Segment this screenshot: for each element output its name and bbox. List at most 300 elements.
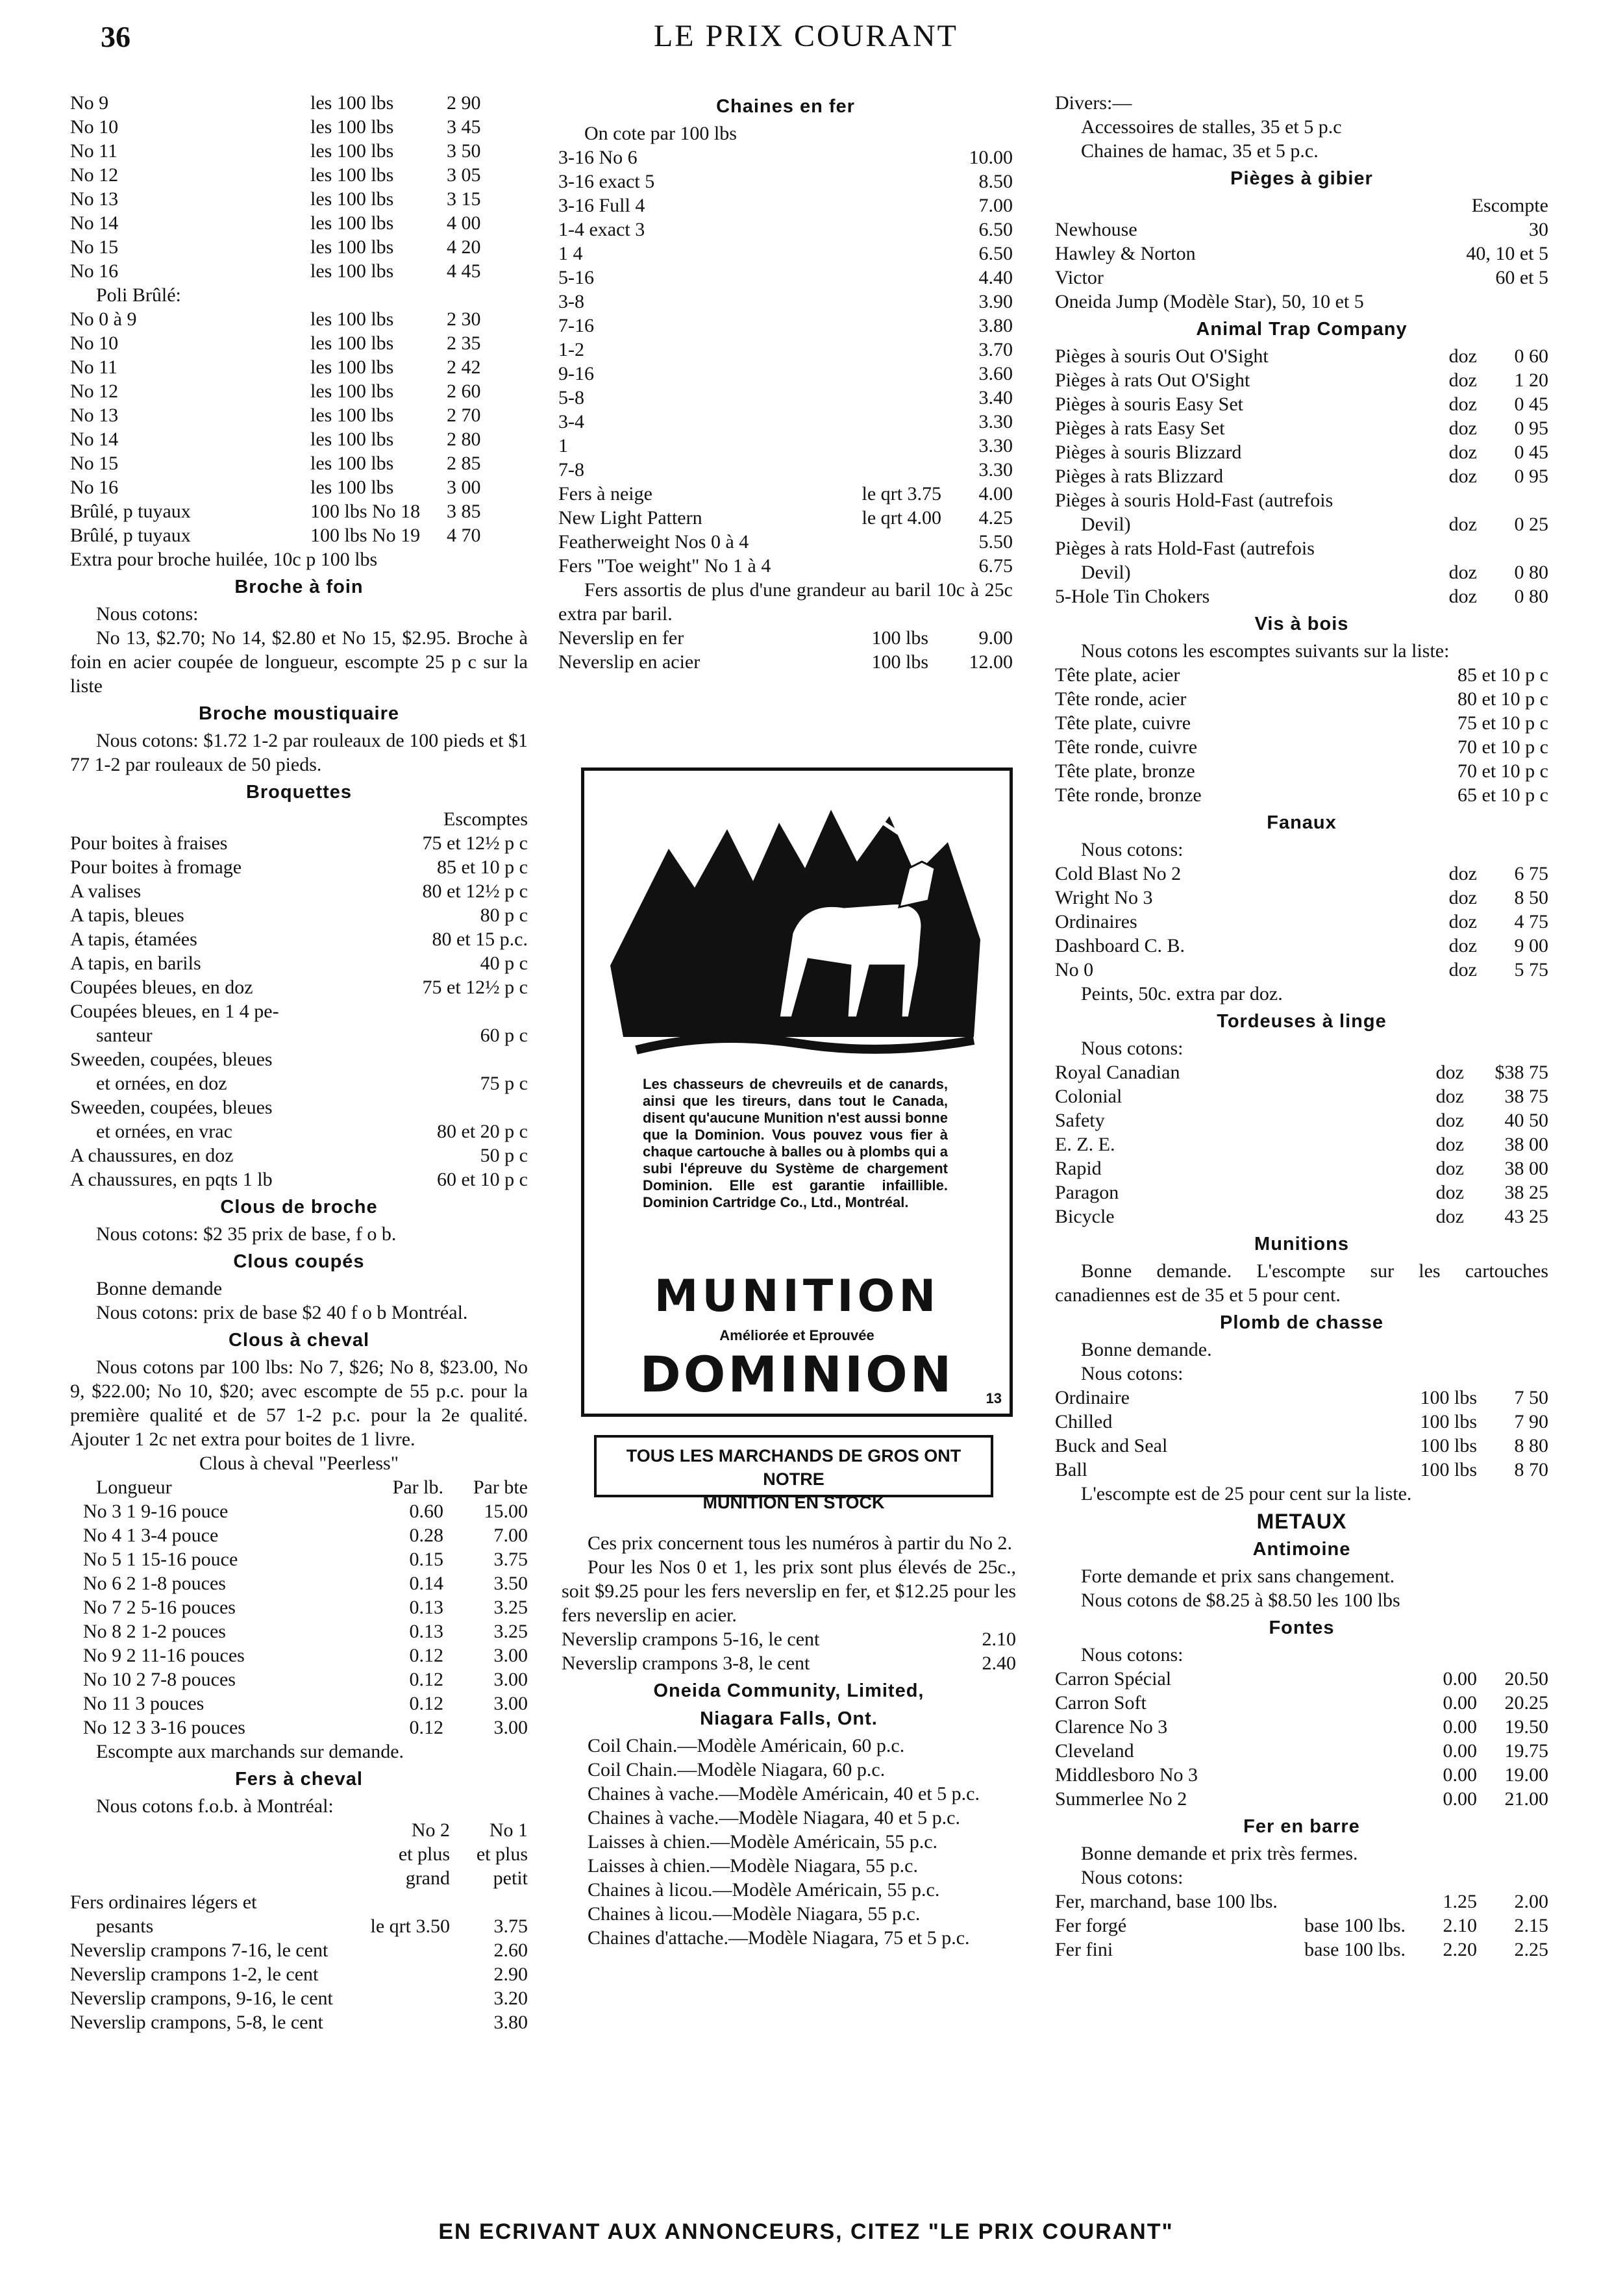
- row-label: 7-8: [558, 459, 584, 480]
- row-unit: 100 lbs: [871, 651, 928, 673]
- row-value: 80 et 20 p c: [437, 1121, 528, 1142]
- row-label: A tapis, bleues: [70, 905, 184, 926]
- broquette-row: [70, 975, 528, 999]
- row-unit: 100 lbs: [1420, 1387, 1477, 1408]
- row-label: Neverslip crampons 7-16, le cent: [70, 1940, 329, 1961]
- row-par-bte: 7.00: [493, 1525, 528, 1546]
- row-value: 4.00: [978, 483, 1013, 505]
- row-unit: les 100 lbs: [310, 429, 394, 450]
- row-unit: les 100 lbs: [310, 212, 394, 234]
- row-label: Ordinaire: [1055, 1387, 1130, 1408]
- row-value: 2 80: [447, 429, 481, 450]
- row-par-bte: 3.00: [493, 1645, 528, 1666]
- row-unit: le qrt 3.75: [862, 483, 941, 505]
- clous-coupes-demand: Bonne demande: [96, 1278, 223, 1299]
- row-value: 2 60: [447, 381, 481, 402]
- row-unit: doz: [1435, 1182, 1464, 1203]
- row-value: 3.80: [978, 315, 1013, 336]
- broquette-pesanteur-1: Coupées bleues, en 1 4 pe-: [70, 1001, 279, 1022]
- animal-trap-row: [1055, 560, 1548, 584]
- vis-row: [1055, 759, 1548, 783]
- row-value: 75 et 12½ p c: [422, 977, 528, 998]
- row-value: 4.40: [978, 267, 1013, 288]
- row-label: pesants: [96, 1915, 154, 1937]
- row-label: No 14: [70, 212, 119, 234]
- row-value: 4.25: [978, 507, 1013, 529]
- heading-fanaux: Fanaux: [1267, 812, 1337, 833]
- oneida-item: Coil Chain.—Modèle Niagara, 60 p.c.: [588, 1759, 886, 1780]
- animal-trap-row: [1055, 368, 1548, 392]
- plomb-row: [1055, 1434, 1548, 1458]
- heading-broche-foin: Broche à foin: [234, 577, 364, 597]
- moustiquaire-text: Nous cotons: $1.72 1-2 par rouleaux de 100 pieds et $1 77 1-2 par rouleaux de 50 pieds.: [70, 730, 528, 775]
- row-value: 80 et 15 p.c.: [432, 929, 528, 950]
- row-label: Carron Spécial: [1055, 1668, 1172, 1690]
- row-label: Neverslip crampons, 9-16, le cent: [70, 1988, 333, 2009]
- clous-broche-text: Nous cotons: $2 35 prix de base, f o b.: [96, 1223, 397, 1245]
- row-value: 3.30: [978, 411, 1013, 432]
- row-value: 65 et 10 p c: [1457, 784, 1548, 806]
- row-value-1: 2.20: [1443, 1939, 1477, 1960]
- row-value: 50 p c: [480, 1145, 528, 1166]
- row-label: Fer fini: [1055, 1939, 1113, 1960]
- heading-clous-coupes: Clous coupés: [233, 1251, 365, 1272]
- header-par-bte: Par bte: [473, 1477, 528, 1498]
- row-label: Tête plate, acier: [1055, 664, 1180, 686]
- row-value: 75 et 10 p c: [1457, 712, 1548, 734]
- chaine-row: [558, 193, 1013, 218]
- broquette-row: [70, 879, 528, 903]
- row-label: No 6 2 1-8 pouces: [83, 1573, 226, 1594]
- row-value-2: 2.00: [1514, 1891, 1548, 1912]
- oneida-item: Laisses à chien.—Modèle Niagara, 55 p.c.: [588, 1855, 918, 1877]
- row-par-lb: 0.12: [409, 1669, 443, 1690]
- row-value: 5 75: [1514, 959, 1548, 980]
- row-label: No 10: [70, 116, 119, 138]
- row-value-1: 0.00: [1443, 1788, 1477, 1810]
- vis-row: [1055, 687, 1548, 711]
- header-no1: No 1: [489, 1819, 528, 1841]
- row-label: Pour boites à fraises: [70, 832, 228, 854]
- row-unit: doz: [1448, 586, 1477, 607]
- row-label: Coupées bleues, en doz: [70, 977, 253, 998]
- row-value: 2 90: [447, 92, 481, 114]
- row-unit: les 100 lbs: [310, 477, 394, 498]
- row-value: 8.50: [978, 171, 1013, 192]
- peerless-row: [70, 1667, 528, 1691]
- row-label: Pièges à rats Out O'Sight: [1055, 369, 1250, 391]
- heading-antimoine: Antimoine: [1252, 1539, 1351, 1560]
- row-unit: base 100 lbs.: [1304, 1939, 1406, 1960]
- row-value: 38 00: [1504, 1158, 1548, 1179]
- row-label: Neverslip crampons 1-2, le cent: [70, 1964, 319, 1985]
- row-value-2: 19.50: [1504, 1716, 1548, 1738]
- row-par-lb: 0.28: [409, 1525, 443, 1546]
- heading-oneida: Oneida Community, Limited,: [653, 1680, 924, 1701]
- tordeuses-intro: Nous cotons:: [1081, 1038, 1184, 1059]
- row-value: 0 45: [1514, 442, 1548, 463]
- row-unit: doz: [1435, 1158, 1464, 1179]
- row-unit: les 100 lbs: [310, 260, 394, 282]
- vis-row: [1055, 663, 1548, 687]
- row-label: No 11: [70, 356, 118, 378]
- row-label: Victor: [1055, 267, 1104, 288]
- row-label: 3-4: [558, 411, 584, 432]
- row-label: Neverslip crampons 3-8, le cent: [562, 1653, 810, 1674]
- broquette-row: [70, 1167, 528, 1192]
- row-label: Pièges à rats Easy Set: [1055, 418, 1225, 439]
- spacer: [70, 1842, 372, 1866]
- row-value: 60 et 5: [1495, 267, 1548, 288]
- row-unit: [812, 530, 941, 554]
- row-label: No 13: [70, 405, 119, 426]
- escomptes-label: Escomptes: [443, 808, 528, 830]
- row-value: 2.40: [982, 1653, 1016, 1674]
- row-label: Clarence No 3: [1055, 1716, 1168, 1738]
- prix-note-1: Ces prix concernent tous les numéros à partir du No 2.: [588, 1532, 1013, 1554]
- broquette-row: [70, 1119, 528, 1143]
- row-label: New Light Pattern: [558, 507, 702, 529]
- row-unit: doz: [1435, 1110, 1464, 1131]
- row-value-1: 1.25: [1443, 1891, 1477, 1912]
- price-row: [70, 139, 528, 163]
- fonte-row: [1055, 1691, 1548, 1715]
- fanal-row: [1055, 910, 1548, 934]
- row-value: 9 00: [1514, 935, 1548, 956]
- row-value: 85 et 10 p c: [1457, 664, 1548, 686]
- row-par-lb: 0.13: [409, 1597, 443, 1618]
- row-value: 40 50: [1504, 1110, 1548, 1131]
- heading-plomb-chasse: Plomb de chasse: [1220, 1312, 1383, 1333]
- row-value: 30: [1529, 219, 1548, 240]
- chaine-row: [558, 266, 1013, 290]
- row-label: 5-16: [558, 267, 594, 288]
- row-unit: les 100 lbs: [310, 405, 394, 426]
- price-row: [70, 523, 528, 547]
- row-label: No 11 3 pouces: [83, 1693, 205, 1714]
- row-label: Neverslip en fer: [558, 627, 684, 649]
- animal-trap-row: [1055, 464, 1548, 488]
- row-value: 70 et 10 p c: [1457, 760, 1548, 782]
- broquette-row: [70, 855, 528, 879]
- vis-row: [1055, 783, 1548, 807]
- row-unit: doz: [1448, 959, 1477, 980]
- row-label: Devil): [1081, 514, 1131, 535]
- row-unit: doz: [1448, 562, 1477, 583]
- peerless-row: [70, 1643, 528, 1667]
- chaine-row: [558, 434, 1013, 458]
- neverslip-row: [70, 1962, 528, 1986]
- oneida-item: Chaines d'attache.—Modèle Niagara, 75 et 5 p.c.: [588, 1927, 970, 1949]
- row-value-1: 0.00: [1443, 1692, 1477, 1714]
- row-value-2: 20.25: [1504, 1692, 1548, 1714]
- row-value: 4 75: [1514, 911, 1548, 932]
- row-label: A valises: [70, 880, 142, 902]
- broquette-row: [70, 1023, 528, 1047]
- fers-header-row: [70, 1866, 528, 1890]
- row-value: 0 80: [1514, 586, 1548, 607]
- row-unit: 100 lbs: [1420, 1411, 1477, 1432]
- row-value: 3.20: [493, 1988, 528, 2009]
- broquette-row: [70, 951, 528, 975]
- row-par-lb: 0.15: [409, 1549, 443, 1570]
- fonte-row: [1055, 1763, 1548, 1787]
- broquette-row: [70, 831, 528, 855]
- row-label: No 4 1 3-4 pouce: [83, 1525, 219, 1546]
- row-value: 3.90: [978, 291, 1013, 312]
- row-label: Bicycle: [1055, 1206, 1115, 1227]
- row-unit: 100 lbs: [1420, 1459, 1477, 1480]
- plomb-demand: Bonne demande.: [1081, 1339, 1212, 1360]
- broche-foin-text: No 13, $2.70; No 14, $2.80 et No 15, $2.95. Broche à foin en acier coupée de longueur, escompte 25 p c sur la liste: [70, 627, 528, 697]
- fanaux-intro: Nous cotons:: [1081, 839, 1184, 860]
- row-value: 40 p c: [480, 953, 528, 974]
- fonte-row: [1055, 1715, 1548, 1739]
- row-value: 2.60: [493, 1940, 528, 1961]
- fanal-row: [1055, 958, 1548, 982]
- fanal-row: [1055, 886, 1548, 910]
- plomb-row: [1055, 1386, 1548, 1410]
- chaine-row: [558, 410, 1013, 434]
- row-value: 7 90: [1514, 1411, 1548, 1432]
- fanal-row: [1055, 934, 1548, 958]
- row-value: 6.50: [978, 243, 1013, 264]
- row-label: No 15: [70, 453, 119, 474]
- row-label: Tête ronde, bronze: [1055, 784, 1202, 806]
- oneida-item: Coil Chain.—Modèle Américain, 60 p.c.: [588, 1735, 905, 1756]
- row-unit: doz: [1448, 393, 1477, 415]
- row-value: 3 15: [447, 188, 481, 210]
- row-label: Fers à neige: [558, 483, 652, 505]
- row-value: 3.30: [978, 459, 1013, 480]
- row-value-1: 0.00: [1443, 1764, 1477, 1786]
- row-label: Cleveland: [1055, 1740, 1134, 1762]
- row-value: 12.00: [969, 651, 1013, 673]
- row-label: No 0: [1055, 959, 1094, 980]
- row-value: 3.30: [978, 435, 1013, 456]
- header-no2: et plus: [398, 1843, 450, 1865]
- price-row: [70, 331, 528, 355]
- row-label: No 12: [70, 164, 119, 186]
- fers-row: [70, 1914, 528, 1938]
- row-value-1: 0.00: [1443, 1668, 1477, 1690]
- column-2-lower: [562, 1531, 1016, 1950]
- row-value: 0 60: [1514, 345, 1548, 367]
- chaine-row: [558, 338, 1013, 362]
- row-value-no2: le qrt 3.50: [370, 1915, 450, 1937]
- row-value: 60 p c: [480, 1025, 528, 1046]
- crampon-row: [562, 1627, 1016, 1651]
- row-label: 3-8: [558, 291, 584, 312]
- heading-fontes: Fontes: [1269, 1617, 1335, 1638]
- heading-broquettes: Broquettes: [245, 782, 353, 803]
- row-par-lb: 0.13: [409, 1621, 443, 1642]
- row-par-bte: 3.00: [493, 1669, 528, 1690]
- column-1: [70, 91, 528, 2034]
- row-value: [1419, 290, 1548, 314]
- row-label: No 7 2 5-16 pouces: [83, 1597, 236, 1618]
- row-label: No 9 2 11-16 pouces: [83, 1645, 245, 1666]
- row-label: Oneida Jump (Modèle Star), 50, 10 et 5: [1055, 291, 1364, 312]
- heading-clous-cheval: Clous à cheval: [228, 1330, 370, 1351]
- row-label: Summerlee No 2: [1055, 1788, 1187, 1810]
- price-row: [70, 499, 528, 523]
- oneida-item: Laisses à chien.—Modèle Américain, 55 p.c.: [588, 1831, 938, 1853]
- chaines-intro: On cote par 100 lbs: [584, 123, 737, 144]
- plomb-row: [1055, 1458, 1548, 1482]
- fonte-row: [1055, 1787, 1548, 1811]
- plomb-escompte: L'escompte est de 25 pour cent sur la liste.: [1081, 1483, 1412, 1504]
- row-label: Pièges à souris Out O'Sight: [1055, 345, 1269, 367]
- row-unit: doz: [1448, 514, 1477, 535]
- row-unit: les 100 lbs: [310, 116, 394, 138]
- row-label: Tête ronde, acier: [1055, 688, 1187, 710]
- row-label: No 0 à 9: [70, 308, 137, 330]
- price-row: [70, 403, 528, 427]
- row-unit: doz: [1448, 418, 1477, 439]
- row-value: 60 et 10 p c: [437, 1169, 528, 1190]
- row-value: 3 45: [447, 116, 481, 138]
- row-value: 0 45: [1514, 393, 1548, 415]
- row-value: 2 70: [447, 405, 481, 426]
- ad-subtitle: Améliorée et Eprouvée: [719, 1327, 874, 1343]
- antimoine-price: Nous cotons de $8.25 à $8.50 les 100 lbs: [1081, 1590, 1400, 1611]
- row-label: Neverslip en acier: [558, 651, 701, 673]
- row-label: Neverslip crampons 5-16, le cent: [562, 1628, 820, 1650]
- animal-trap-row: [1055, 512, 1548, 536]
- row-label: A tapis, étamées: [70, 929, 197, 950]
- row-unit: les 100 lbs: [310, 453, 394, 474]
- divers-item: Chaines de hamac, 35 et 5 p.c.: [1081, 140, 1319, 162]
- tordeuse-row: [1055, 1132, 1548, 1156]
- row-unit: doz: [1435, 1134, 1464, 1155]
- tordeuse-row: [1055, 1108, 1548, 1132]
- heading-chaines-fer: Chaines en fer: [716, 96, 855, 117]
- row-value: 7 50: [1514, 1387, 1548, 1408]
- neverslip-row: [558, 650, 1013, 674]
- animal-trap-row: [1055, 440, 1548, 464]
- fers-neige-row: [558, 482, 1013, 506]
- price-row: [70, 211, 528, 235]
- row-label: No 5 1 15-16 pouce: [83, 1549, 238, 1570]
- row-unit: 100 lbs: [1420, 1435, 1477, 1456]
- row-unit: 100 lbs No 19: [310, 525, 421, 546]
- row-label: Chilled: [1055, 1411, 1113, 1432]
- header-no2: No 2: [411, 1819, 450, 1841]
- heading-tordeuses: Tordeuses à linge: [1217, 1011, 1387, 1032]
- row-value-2: 21.00: [1504, 1788, 1548, 1810]
- piege-row: [1055, 266, 1548, 290]
- row-label: E. Z. E.: [1055, 1134, 1115, 1155]
- peerless-row: [70, 1619, 528, 1643]
- row-label: No 12: [70, 381, 119, 402]
- row-label: et ornées, en vrac: [96, 1121, 232, 1142]
- row-par-bte: 3.25: [493, 1621, 528, 1642]
- stock-notice-line-2: MUNITION EN STOCK: [702, 1493, 885, 1512]
- fer-barre-row: [1055, 1938, 1548, 1962]
- broquette-sweeden-2: Sweeden, coupées, bleues: [70, 1097, 273, 1118]
- piege-row: [1055, 242, 1548, 266]
- row-label: et ornées, en doz: [96, 1073, 227, 1094]
- row-label: 5-Hole Tin Chokers: [1055, 586, 1210, 607]
- row-par-bte: 3.00: [493, 1717, 528, 1738]
- row-value-2: 2.25: [1514, 1939, 1548, 1960]
- vis-row: [1055, 711, 1548, 735]
- row-label: Newhouse: [1055, 219, 1137, 240]
- heading-fers-cheval: Fers à cheval: [235, 1769, 363, 1790]
- row-value-no1: 3.75: [493, 1915, 528, 1937]
- neverslip-row: [70, 1986, 528, 2010]
- row-label: Fer, marchand, base 100 lbs.: [1055, 1891, 1278, 1912]
- heading-niagara: Niagara Falls, Ont.: [700, 1708, 878, 1729]
- row-value: 2.90: [493, 1964, 528, 1985]
- row-unit: le qrt 4.00: [862, 507, 941, 529]
- row-label: 1-4 exact 3: [558, 219, 645, 240]
- row-value-1: 0.00: [1443, 1740, 1477, 1762]
- row-value: 0 95: [1514, 466, 1548, 487]
- price-row: [70, 187, 528, 211]
- row-value: 4 70: [447, 525, 481, 546]
- row-label: 1-2: [558, 339, 584, 360]
- antimoine-demand: Forte demande et prix sans changement.: [1081, 1566, 1395, 1587]
- row-par-bte: 3.00: [493, 1693, 528, 1714]
- vis-row: [1055, 735, 1548, 759]
- row-unit: doz: [1448, 911, 1477, 932]
- heading-pieges-gibier: Pièges à gibier: [1230, 168, 1373, 189]
- row-label: Ordinaires: [1055, 911, 1137, 932]
- broquette-row: [70, 1143, 528, 1167]
- row-par-bte: 15.00: [484, 1501, 528, 1522]
- row-value: 2 30: [447, 308, 481, 330]
- row-unit: les 100 lbs: [310, 236, 394, 258]
- row-label: No 12 3 3-16 pouces: [83, 1717, 245, 1738]
- tordeuse-row: [1055, 1204, 1548, 1229]
- peerless-row: [70, 1595, 528, 1619]
- row-par-bte: 3.50: [493, 1573, 528, 1594]
- piege-row: [1055, 290, 1548, 314]
- row-label: No 16: [70, 477, 119, 498]
- row-value: 5.50: [978, 531, 1013, 553]
- row-value: 6 75: [1514, 863, 1548, 884]
- plomb-row: [1055, 1410, 1548, 1434]
- row-par-lb: 0.12: [409, 1645, 443, 1666]
- row-value: 3 00: [447, 477, 481, 498]
- row-value: 38 75: [1504, 1086, 1548, 1107]
- row-value: 3 50: [447, 140, 481, 162]
- row-label: No 15: [70, 236, 119, 258]
- row-label: Hawley & Norton: [1055, 243, 1196, 264]
- fanaux-peints: Peints, 50c. extra par doz.: [1081, 983, 1283, 1004]
- header-no1: petit: [493, 1867, 528, 1889]
- neverslip-row: [70, 2010, 528, 2034]
- row-label: Buck and Seal: [1055, 1435, 1168, 1456]
- row-label: Pour boites à fromage: [70, 856, 242, 878]
- plomb-intro: Nous cotons:: [1081, 1363, 1184, 1384]
- fers-neige-row: [558, 506, 1013, 530]
- oneida-item: Chaines à licou.—Modèle Niagara, 55 p.c.: [588, 1903, 921, 1925]
- row-unit: les 100 lbs: [310, 308, 394, 330]
- row-value: 40, 10 et 5: [1466, 243, 1548, 264]
- row-value: 6.50: [978, 219, 1013, 240]
- row-unit: doz: [1435, 1062, 1464, 1083]
- deer-forest-illustration: [584, 771, 1010, 1069]
- dominion-munition-ad: [581, 767, 1013, 1417]
- chaine-row: [558, 314, 1013, 338]
- tordeuse-row: [1055, 1084, 1548, 1108]
- peerless-row: [70, 1523, 528, 1547]
- price-row: [70, 259, 528, 283]
- oneida-item: Chaines à licou.—Modèle Américain, 55 p.c.: [588, 1879, 940, 1901]
